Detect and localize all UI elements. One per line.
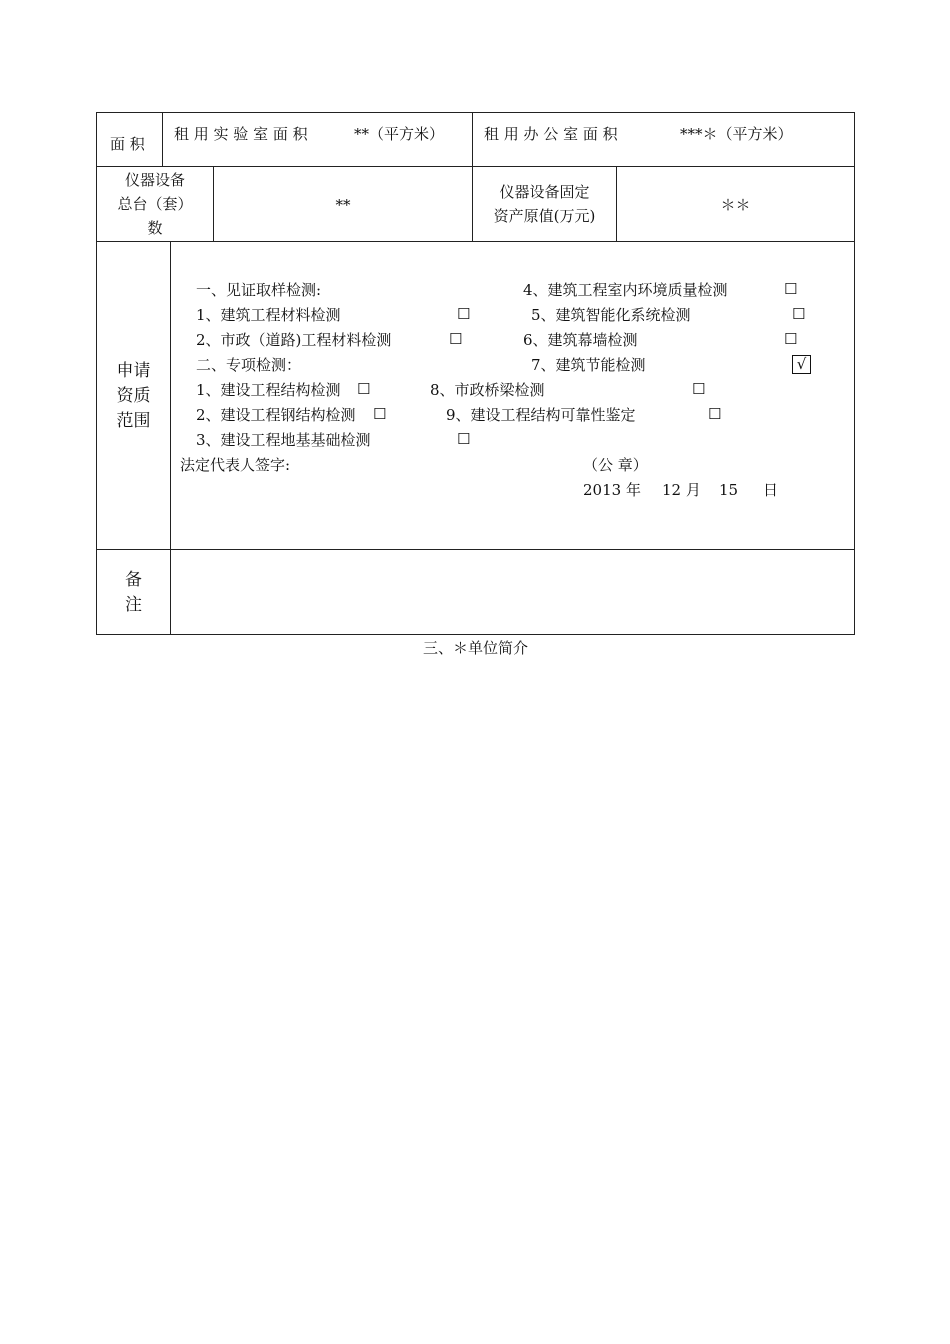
equipment-value-label-line1: 仪器设备固定 xyxy=(499,183,590,201)
item-steel-structure-inspection: 2、建设工程钢结构检测 xyxy=(196,406,356,424)
checkbox-steel-structure-inspection[interactable]: ☐ xyxy=(373,405,387,423)
item-municipal-bridge: 8、市政桥梁检测 xyxy=(430,381,545,399)
section-witness-sampling: 一、见证取样检测: xyxy=(196,281,322,299)
checkbox-structure-inspection[interactable]: ☐ xyxy=(357,380,371,398)
item-municipal-road-materials: 2、市政（道路)工程材料检测 xyxy=(196,331,392,349)
scope-label-line1: 申请 xyxy=(116,361,151,381)
scope-label-line2: 资质 xyxy=(116,386,151,406)
date-month: 12 月 xyxy=(662,481,701,499)
item-structural-reliability: 9、建设工程结构可靠性鉴定 xyxy=(446,406,636,424)
checkbox-municipal-bridge[interactable]: ☐ xyxy=(692,380,706,398)
checkbox-building-materials[interactable]: ☐ xyxy=(457,305,471,323)
scope-label-line3: 范围 xyxy=(116,411,151,431)
checkbox-curtain-wall[interactable]: ☐ xyxy=(784,330,798,348)
checkbox-structural-reliability[interactable]: ☐ xyxy=(708,405,722,423)
equipment-count-label-line2: 总台（套） xyxy=(117,195,193,213)
checkbox-intelligent-systems[interactable]: ☐ xyxy=(792,305,806,323)
row1-col-divider-a xyxy=(162,112,163,166)
area-label: 面 积 xyxy=(110,135,145,153)
item-structure-inspection: 1、建设工程结构检测 xyxy=(196,381,341,399)
item-building-materials: 1、建筑工程材料检测 xyxy=(196,306,341,324)
date-day-suffix: 日 xyxy=(763,481,779,499)
checkbox-municipal-road-materials[interactable]: ☐ xyxy=(449,330,463,348)
equipment-value-label-line2: 资产原值(万元) xyxy=(493,207,596,225)
remarks-field[interactable] xyxy=(171,550,854,634)
section-heading-unit-intro: 三、＊单位简介 xyxy=(422,639,528,657)
legal-representative-signature-label: 法定代表人签字: xyxy=(180,456,291,474)
checkbox-foundation-inspection[interactable]: ☐ xyxy=(457,430,471,448)
remarks-label-line2: 注 xyxy=(125,595,142,615)
equipment-count-label-line3: 数 xyxy=(147,219,163,237)
official-seal-label: （公 章） xyxy=(583,456,648,474)
table-border-bottom xyxy=(96,634,855,635)
remarks-label xyxy=(97,568,170,618)
row-divider-1 xyxy=(96,166,855,167)
row-divider-2 xyxy=(96,241,855,242)
item-curtain-wall: 6、建筑幕墙检测 xyxy=(523,331,638,349)
item-energy-saving: 7、建筑节能检测 xyxy=(531,356,646,374)
equipment-count-label xyxy=(97,168,213,240)
lab-area-value: **（平方米） xyxy=(354,125,445,143)
equipment-value-label xyxy=(473,180,616,228)
table-border-top xyxy=(96,112,855,113)
office-area-value: ***＊（平方米） xyxy=(680,125,793,143)
item-intelligent-systems: 5、建筑智能化系统检测 xyxy=(531,306,691,324)
table-border-right xyxy=(854,112,855,635)
row1-col-divider-b xyxy=(472,112,473,166)
lab-area-label: 租 用 实 验 室 面 积 xyxy=(174,125,308,143)
section-special-inspection: 二、专项检测： xyxy=(196,356,302,374)
item-foundation-inspection: 3、建设工程地基基础检测 xyxy=(196,431,371,449)
item-indoor-environment: 4、建筑工程室内环境质量检测 xyxy=(523,281,728,299)
remarks-label-line1: 备 xyxy=(125,570,142,590)
office-area-label: 租 用 办 公 室 面 积 xyxy=(484,125,618,143)
scope-label xyxy=(97,359,170,434)
date-day: 15 xyxy=(719,481,739,499)
equipment-value-value: ＊＊ xyxy=(720,196,751,214)
checkbox-indoor-environment[interactable]: ☐ xyxy=(784,280,798,298)
checkbox-energy-saving-checked[interactable]: √ xyxy=(792,355,811,374)
date-year: 2013 年 xyxy=(583,481,641,499)
equipment-count-label-line1: 仪器设备 xyxy=(124,171,185,189)
equipment-count-value: ** xyxy=(335,196,351,214)
